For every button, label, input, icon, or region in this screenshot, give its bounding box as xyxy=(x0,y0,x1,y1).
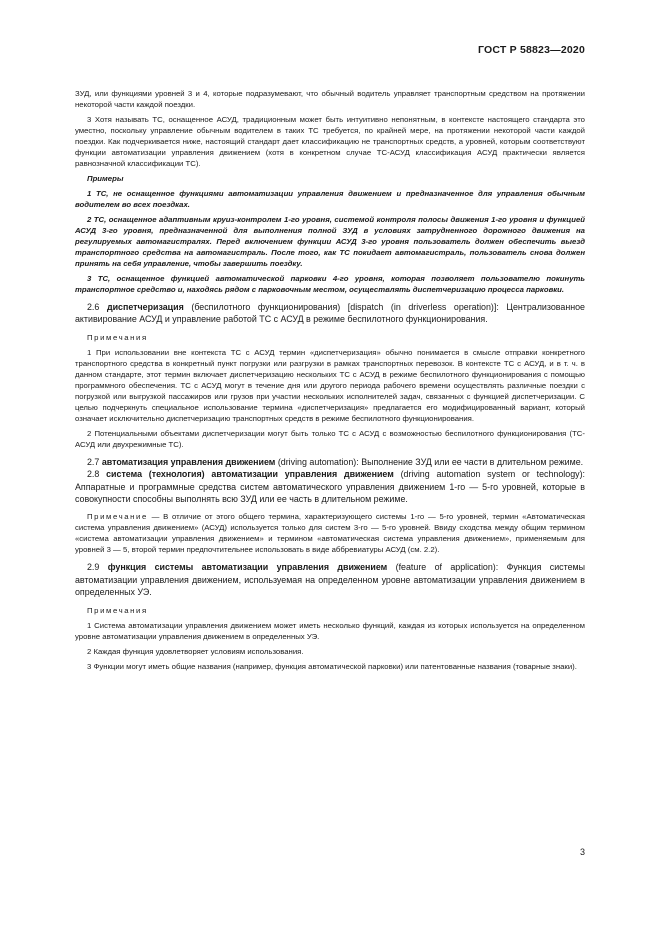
note-single xyxy=(75,511,585,555)
paragraph: 3 Хотя называть ТС, оснащенное АСУД, традиционным может быть интуитивно непонятным, в контексте настоящего стандарта это уместно, поскольку управление обычным водителем в таких ТС требуется, по крайней мере, на протяжении некоторой части каждой поездки. Как подчеркивается ниже, настоящий стандарт дает классификацию не транспортных средств, а уровней, которым соответствуют функции автоматизации управления движением (хотя в конкретном случае ТС-АСУД классификация АСУД практически является равнозначной классификации ТС). xyxy=(75,115,585,168)
page-body xyxy=(75,88,585,672)
note-item: 2 Каждая функция удовлетворяет условиям использования. xyxy=(87,646,304,656)
term-number: 2.8 xyxy=(87,469,100,480)
note-item: 3 Функции могут иметь общие названия (например, функция автоматической парковки) или патентованные названия (товарные знаки). xyxy=(87,661,577,671)
term-name: система (технология) автоматизации управления движением xyxy=(106,469,394,480)
page-number: 3 xyxy=(579,847,585,857)
example-item: 3 ТС, оснащенное функцией автоматической парковки 4-го уровня, которая позволяет пользователю покинуть транспортное средство и, находясь рядом с парковочным местом, осуществлять диспетчеризацию процесса парковки. xyxy=(75,274,585,294)
term-2-7 xyxy=(75,456,585,468)
note-item: 1 При использовании вне контекста ТС с АСУД термин «диспетчеризация» обычно понимается в смысле отправки конкретного транспортного средства в конкретный пункт погрузки или разгрузки в рамках транспортных перевозок. В контексте ТС с АСУД, и в т. ч. в данном стандарте, этот термин включает диспетчеризацию нескольких ТС с АСУД в режиме беспилотного функционирования с помощью программного обеспечения. ТС с АСУД могут в течение дня или другого периода рабочего времени осуществлять различные поездки с погрузкой или выгрузкой пассажиров или грузов при участии нескольких исполнителей задач, связанных с функцией диспетчеризации. С целью подчеркнуть специальное использование термина «диспетчеризация» предлагается его модифицированный вариант, который означает исключительно диспетчеризацию транспортных средств в режиме беспилотного функционирования. xyxy=(75,347,585,423)
note-label: Примечание xyxy=(87,512,148,522)
note-text: — В отличие от этого общего термина, характеризующего системы 1-го — 5-го уровней, термин «Автоматическая система управления движением» (АСУД) используется только для систем 3-го — 5-го уровней. Ввиду сходства между общим термином «система автоматизации управления движением» и термином «автоматическая система управления движением», применяемым для уровней 3 — 5, второй термин предпочтительнее использовать в виде аббревиатуры АСУД (см. 2.2). xyxy=(75,512,585,555)
notes-heading: Примечания xyxy=(87,605,148,615)
term-definition: (беспилотного функционирования) [dispatch (in driverless operation)]: Централизованное активирование АСУД и управление работой ТС с АСУД в режиме беспилотного функционирования. xyxy=(75,302,585,325)
notes-heading: Примечания xyxy=(87,332,148,342)
document-header: ГОСТ Р 58823—2020 xyxy=(477,44,585,56)
example-item: 1 ТС, не оснащенное функциями автоматизации управления движением и предназначенное для управления обычным водителем во всех поездках. xyxy=(75,189,585,209)
term-number: 2.9 xyxy=(87,562,100,573)
paragraph: ЗУД, или функциями уровней 3 и 4, которые подразумевают, что обычный водитель управляет транспортным средством на протяжении некоторой части каждой поездки. xyxy=(75,89,585,109)
term-2-6 xyxy=(75,301,585,326)
note-item: 1 Система автоматизации управления движением может иметь несколько функций, каждая из которых используется на определенном уровне автоматизации управления движением в определенных УЭ. xyxy=(75,620,585,641)
term-name: диспетчеризация xyxy=(106,302,184,312)
term-definition: (feature of application): Функция системы автоматизации управления движением, используемая на определенном уровне автоматизации управления движением в определенных УЭ. xyxy=(75,562,586,598)
term-number: 2.7 xyxy=(87,456,100,467)
note-item: 2 Потенциальными объектами диспетчеризации могут быть только ТС с АСУД с возможностью беспилотного функционирования (ТС-АСУД или двухрежимные ТС). xyxy=(75,428,585,449)
term-definition: (driving automation system or technology): Аппаратные и программные средства систем автоматического управления движением 1-го — 5-го уровней, которые в совокупности способны выполнять всю ЗУД или ее часть в длительном режиме. xyxy=(75,469,586,505)
example-item: 2 ТС, оснащенное адаптивным круиз-контролем 1-го уровня, системой контроля полосы движения 1-го уровня и функцией АСУД 3-го уровня, предназначенной для выполнения полной ЗУД в условиях затрудненного дорожного движения на регулируемых автомагистралях. Перед включением функции АСУД 3-го уровня пользователь должен обеспечить выезд транспортного средства на автомагистраль. После того, как ТС покидает автомагистраль, пользователь снова должен принять на себя управление, чтобы завершить поездку. xyxy=(75,215,585,268)
term-number: 2.6 xyxy=(87,302,100,312)
term-name: автоматизация управления движением xyxy=(101,456,276,467)
term-definition: (driving automation): Выполнение ЗУД или ее части в длительном режиме. xyxy=(275,456,584,467)
term-2-8 xyxy=(75,468,585,505)
examples-heading: Примеры xyxy=(87,174,124,183)
term-2-9 xyxy=(75,561,585,598)
term-name: функция системы автоматизации управления движением xyxy=(107,562,388,573)
